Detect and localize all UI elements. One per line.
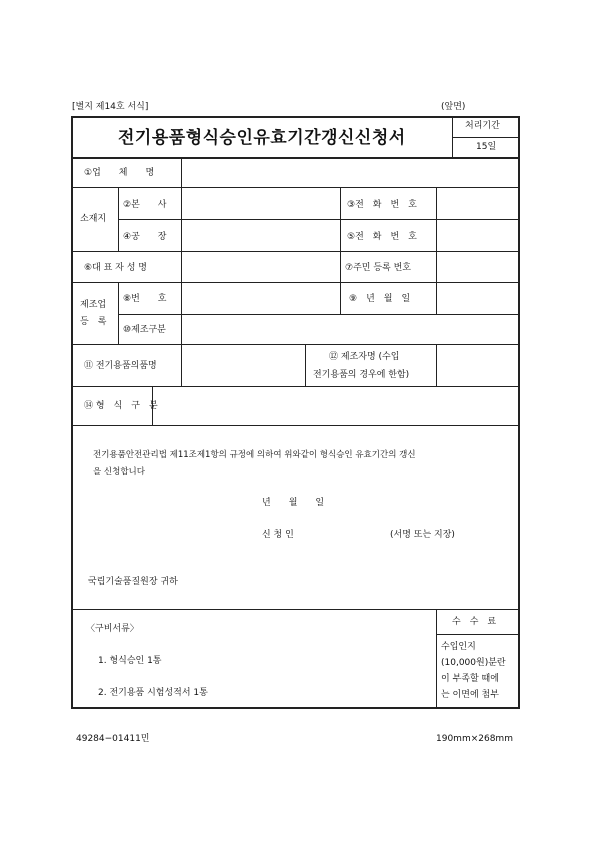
statement-line-2: 을 신청합니다 — [93, 467, 145, 477]
fee-line-1: 수입인지 — [441, 642, 476, 652]
product-name-label: ⑪ 전기용품의품명 — [84, 361, 157, 371]
signature-label: (서명 또는 지장) — [390, 530, 455, 540]
row-line-2 — [118, 219, 518, 220]
type-division-field[interactable] — [154, 388, 517, 424]
fee-heading-line — [436, 634, 518, 635]
date-line: 년 월 일 — [262, 498, 325, 508]
type-division-label: ⑭ 형 식 구 분 — [84, 401, 158, 411]
label-col-3 — [181, 251, 182, 282]
applicant-label: 신 청 인 — [262, 530, 294, 540]
frame-right — [518, 116, 520, 709]
mfg-division-field[interactable] — [183, 316, 517, 343]
phone-field-2[interactable] — [438, 221, 517, 250]
addressee: 국립기술품질원장 귀하 — [88, 577, 178, 587]
fee-col — [436, 609, 437, 707]
form-code: 49284−01411민 — [76, 734, 150, 744]
form-title: 전기용품형식승인유효기간갱신신청서 — [118, 128, 406, 148]
phone-field-1[interactable] — [438, 189, 517, 218]
factory-label: ④공 장 — [123, 232, 167, 242]
document-item-1: 1. 형식승인 1통 — [98, 656, 162, 666]
phone-label-2: ⑤전 화 번 호 — [347, 232, 417, 242]
manufacturer-label-1: ⑫ 제조자명 (수입 — [329, 352, 400, 362]
documents-heading: 〈구비서류〉 — [86, 624, 139, 634]
frame-bottom — [71, 707, 520, 709]
row-line-6 — [71, 344, 520, 345]
resident-no-field[interactable] — [438, 253, 517, 281]
row-line-4 — [71, 282, 520, 283]
fee-heading: 수 수 료 — [452, 617, 497, 627]
factory-field[interactable] — [183, 221, 339, 250]
mfg-col — [118, 282, 119, 344]
manufacturer-col-b — [436, 344, 437, 386]
date-label: ⑨ 년 월 일 — [349, 294, 411, 304]
row-line-3 — [71, 251, 520, 252]
product-name-field[interactable] — [183, 346, 304, 385]
company-name-field[interactable] — [183, 159, 517, 186]
location-label: 소재지 — [80, 214, 107, 224]
row-line-1 — [71, 187, 520, 188]
mfg-registration-label-1: 제조업 — [80, 300, 107, 310]
phone-col-b — [436, 187, 437, 314]
manufacturer-col-a — [305, 344, 306, 386]
company-name-label: ①업 체 명 — [84, 168, 155, 178]
form-label: [별지 제14호 서식] — [72, 102, 149, 112]
processing-period-value: 15일 — [476, 142, 497, 152]
representative-label: ⑥대 표 자 성 명 — [84, 263, 147, 273]
label-col-1 — [181, 157, 182, 187]
processing-period-label: 처리기간 — [465, 121, 500, 131]
date-field[interactable] — [438, 284, 517, 313]
row-line-5 — [118, 314, 518, 315]
phone-col-a — [340, 187, 341, 314]
document-item-2: 2. 전기용품 시험성적서 1통 — [98, 688, 208, 698]
row-line-8 — [71, 425, 520, 426]
manufacturer-field[interactable] — [438, 346, 517, 385]
head-office-field[interactable] — [183, 189, 339, 218]
page-side-label: (앞면) — [441, 102, 466, 112]
row-line-9 — [71, 609, 520, 610]
statement-line-1: 전기용품안전관리법 제11조제1항의 규정에 의하여 위와같이 형식승인 유효기간의 갱신 — [93, 450, 416, 460]
product-col — [181, 344, 182, 386]
label-col-2 — [181, 187, 182, 251]
frame-left — [71, 116, 73, 709]
phone-label-1: ③전 화 번 호 — [347, 200, 417, 210]
fee-line-3: 이 부족할 때에 — [441, 674, 499, 684]
label-col-4 — [181, 282, 182, 344]
mfg-division-label: ⑩제조구분 — [123, 325, 166, 335]
paper-size: 190mm×268mm — [436, 734, 513, 744]
resident-no-label: ⑦주민 등록 번호 — [345, 263, 411, 273]
fee-line-4: 는 이면에 첨부 — [441, 690, 499, 700]
head-office-label: ②본 사 — [123, 200, 167, 210]
location-col — [118, 187, 119, 251]
number-label: ⑧번 호 — [123, 294, 167, 304]
fee-line-2: (10,000원)분란 — [441, 658, 506, 668]
processing-divider — [452, 137, 518, 138]
mfg-registration-label-2: 등 록 — [80, 317, 107, 327]
number-field[interactable] — [183, 284, 339, 313]
row-line-7 — [71, 386, 520, 387]
representative-field[interactable] — [183, 253, 339, 281]
manufacturer-label-2: 전기용품의 경우에 한함) — [313, 370, 410, 380]
